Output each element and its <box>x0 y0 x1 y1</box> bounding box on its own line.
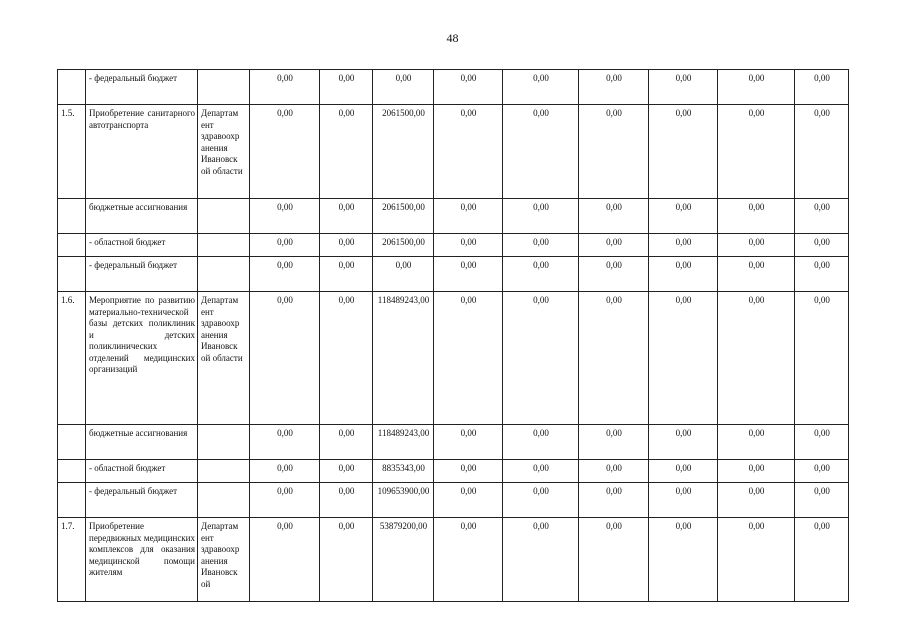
value-cell: 0,00 <box>503 518 579 602</box>
row-index-cell <box>58 257 86 292</box>
value-cell: 0,00 <box>320 483 373 518</box>
table-row <box>58 105 849 199</box>
value-cell: 0,00 <box>434 234 503 257</box>
value-cell: 0,00 <box>579 460 649 483</box>
value-cell: 0,00 <box>718 257 795 292</box>
row-index-cell <box>58 425 86 460</box>
value-cell: 0,00 <box>718 460 795 483</box>
value-cell: 0,00 <box>579 483 649 518</box>
value-cell: 0,00 <box>250 460 320 483</box>
table-row <box>58 199 849 234</box>
value-cell: 0,00 <box>579 518 649 602</box>
value-cell: 0,00 <box>320 460 373 483</box>
page-number: 48 <box>446 31 459 45</box>
value-cell: 53879200,00 <box>373 518 434 602</box>
value-cell: 0,00 <box>718 518 795 602</box>
row-department-cell: Департам ент здравоохр анения Ивановск ой области <box>198 105 250 199</box>
value-cell: 0,00 <box>649 483 718 518</box>
row-department-cell <box>198 70 250 105</box>
value-cell: 0,00 <box>250 70 320 105</box>
table-row <box>58 425 849 460</box>
value-cell: 0,00 <box>649 105 718 199</box>
value-cell: 0,00 <box>320 105 373 199</box>
value-cell: 0,00 <box>649 292 718 425</box>
value-cell: 0,00 <box>649 257 718 292</box>
row-name-cell: Мероприятие по развитию материально-технической базы детских поликлиник и детских поликлинических отделений медицинских организаций <box>86 292 198 425</box>
value-cell: 0,00 <box>434 70 503 105</box>
value-cell: 0,00 <box>649 425 718 460</box>
row-department-cell <box>198 199 250 234</box>
value-cell: 2061500,00 <box>373 105 434 199</box>
value-cell: 0,00 <box>718 234 795 257</box>
value-cell: 2061500,00 <box>373 234 434 257</box>
value-cell: 0,00 <box>434 257 503 292</box>
value-cell: 0,00 <box>434 518 503 602</box>
value-cell: 0,00 <box>579 425 649 460</box>
value-cell: 0,00 <box>795 425 849 460</box>
value-cell: 0,00 <box>320 234 373 257</box>
row-department-cell <box>198 257 250 292</box>
value-cell: 0,00 <box>250 105 320 199</box>
value-cell: 0,00 <box>434 199 503 234</box>
row-name-cell: - федеральный бюджет <box>86 70 198 105</box>
row-name-cell: бюджетные ассигнования <box>86 199 198 234</box>
value-cell: 0,00 <box>795 234 849 257</box>
value-cell: 0,00 <box>250 199 320 234</box>
value-cell: 0,00 <box>434 460 503 483</box>
row-department-cell <box>198 483 250 518</box>
row-name-cell: - федеральный бюджет <box>86 483 198 518</box>
value-cell: 2061500,00 <box>373 199 434 234</box>
value-cell: 0,00 <box>579 70 649 105</box>
value-cell: 0,00 <box>795 483 849 518</box>
value-cell: 0,00 <box>250 257 320 292</box>
value-cell: 0,00 <box>434 292 503 425</box>
value-cell: 0,00 <box>250 518 320 602</box>
row-department-cell: Департам ент здравоохр анения Ивановск ой <box>198 518 250 602</box>
value-cell: 0,00 <box>250 483 320 518</box>
value-cell: 0,00 <box>250 234 320 257</box>
row-index-cell <box>58 199 86 234</box>
value-cell: 0,00 <box>320 70 373 105</box>
value-cell: 0,00 <box>320 257 373 292</box>
value-cell: 0,00 <box>579 199 649 234</box>
row-department-cell <box>198 234 250 257</box>
value-cell: 0,00 <box>795 292 849 425</box>
value-cell: 0,00 <box>649 234 718 257</box>
value-cell: 0,00 <box>503 483 579 518</box>
row-index-cell <box>58 483 86 518</box>
value-cell: 0,00 <box>795 199 849 234</box>
value-cell: 0,00 <box>649 70 718 105</box>
row-name-cell: - федеральный бюджет <box>86 257 198 292</box>
value-cell: 118489243,00 <box>373 292 434 425</box>
row-department-cell <box>198 460 250 483</box>
value-cell: 0,00 <box>250 425 320 460</box>
row-name-cell: Приобретение санитарного автотранспорта <box>86 105 198 199</box>
value-cell: 0,00 <box>373 70 434 105</box>
value-cell: 0,00 <box>320 292 373 425</box>
value-cell: 0,00 <box>795 460 849 483</box>
value-cell: 0,00 <box>503 234 579 257</box>
value-cell: 0,00 <box>373 257 434 292</box>
value-cell: 0,00 <box>718 70 795 105</box>
value-cell: 0,00 <box>795 105 849 199</box>
value-cell: 0,00 <box>250 292 320 425</box>
row-name-cell: Приобретение передвижных медицинских комплексов для оказания медицинской помощи жителям <box>86 518 198 602</box>
value-cell: 0,00 <box>503 425 579 460</box>
table-row <box>58 234 849 257</box>
value-cell: 0,00 <box>503 460 579 483</box>
row-index-cell: 1.7. <box>58 518 86 602</box>
row-department-cell <box>198 425 250 460</box>
value-cell: 0,00 <box>579 234 649 257</box>
value-cell: 0,00 <box>718 199 795 234</box>
value-cell: 8835343,00 <box>373 460 434 483</box>
value-cell: 0,00 <box>579 105 649 199</box>
value-cell: 0,00 <box>579 257 649 292</box>
value-cell: 109653900,00 <box>373 483 434 518</box>
value-cell: 0,00 <box>320 425 373 460</box>
value-cell: 0,00 <box>434 105 503 199</box>
value-cell: 0,00 <box>503 199 579 234</box>
value-cell: 0,00 <box>718 425 795 460</box>
row-department-cell: Департам ент здравоохр анения Ивановск ой области <box>198 292 250 425</box>
value-cell: 0,00 <box>503 105 579 199</box>
value-cell: 0,00 <box>503 70 579 105</box>
value-cell: 0,00 <box>795 70 849 105</box>
value-cell: 0,00 <box>649 199 718 234</box>
value-cell: 0,00 <box>579 292 649 425</box>
value-cell: 118489243,00 <box>373 425 434 460</box>
row-name-cell: бюджетные ассигнования <box>86 425 198 460</box>
value-cell: 0,00 <box>718 105 795 199</box>
value-cell: 0,00 <box>795 257 849 292</box>
value-cell: 0,00 <box>503 292 579 425</box>
value-cell: 0,00 <box>718 292 795 425</box>
value-cell: 0,00 <box>795 518 849 602</box>
row-index-cell: 1.5. <box>58 105 86 199</box>
value-cell: 0,00 <box>649 518 718 602</box>
table-row <box>58 257 849 292</box>
row-index-cell: 1.6. <box>58 292 86 425</box>
value-cell: 0,00 <box>649 460 718 483</box>
value-cell: 0,00 <box>718 483 795 518</box>
budget-table <box>57 69 849 602</box>
value-cell: 0,00 <box>320 518 373 602</box>
value-cell: 0,00 <box>434 483 503 518</box>
table-row <box>58 483 849 518</box>
row-index-cell <box>58 234 86 257</box>
value-cell: 0,00 <box>503 257 579 292</box>
row-name-cell: - областной бюджет <box>86 460 198 483</box>
row-index-cell <box>58 460 86 483</box>
table-row <box>58 460 849 483</box>
row-index-cell <box>58 70 86 105</box>
table-row <box>58 292 849 425</box>
row-name-cell: - областной бюджет <box>86 234 198 257</box>
table-row <box>58 518 849 602</box>
table-row <box>58 70 849 105</box>
value-cell: 0,00 <box>320 199 373 234</box>
value-cell: 0,00 <box>434 425 503 460</box>
